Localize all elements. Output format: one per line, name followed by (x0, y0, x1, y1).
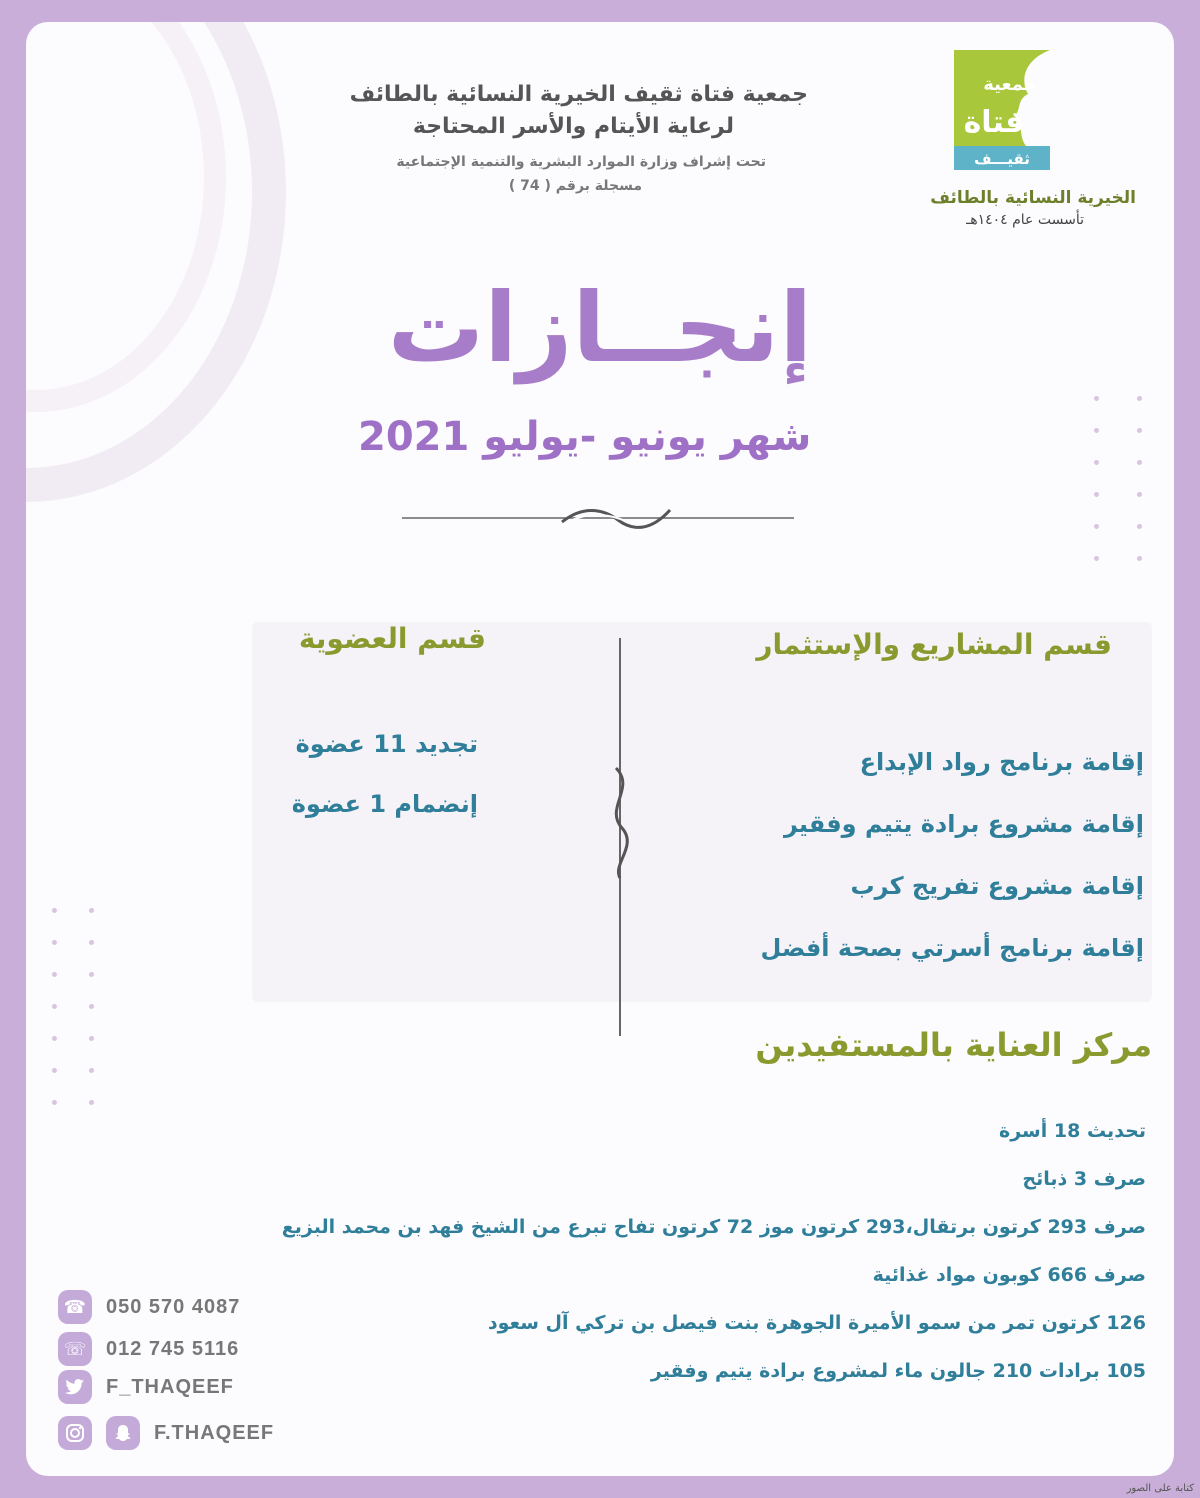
association-logo (954, 50, 1074, 170)
beneficiaries-item: تحديث 18 أسرة (999, 1120, 1146, 1142)
twitter-handle: F_THAQEEF (106, 1375, 234, 1398)
logo-word-fatat: فتاة (963, 105, 1025, 140)
projects-item: إقامة مشروع برادة يتيم وفقير (783, 810, 1144, 838)
landline-icon: ☏ (58, 1332, 92, 1366)
contact-phone[interactable] (58, 1332, 239, 1366)
logo-word-association: جمعية (983, 74, 1037, 95)
period-year: 2021 (358, 414, 470, 460)
vertical-divider (608, 638, 638, 1036)
watermark: كتابة على الصور (1126, 1483, 1194, 1494)
registration-text: مسجلة برقم ( 74 ) (508, 178, 642, 194)
dot-grid-left (52, 908, 94, 1105)
membership-section-title: قسم العضوية (298, 622, 486, 655)
beneficiaries-section-title: مركز العناية بالمستفيدين (755, 1026, 1152, 1064)
logo-established: تأسست عام ١٤٠٤هـ (966, 212, 1084, 228)
membership-item: تجديد 11 عضوة (295, 730, 478, 758)
org-subtitle: لرعاية الأيتام والأسر المحتاجة (412, 114, 734, 139)
page-title: إنجــازات (387, 272, 813, 384)
logo-word-thaqeef: ثقيـــف (974, 150, 1030, 168)
mobile-number: 050 570 4087 (106, 1295, 241, 1318)
beneficiaries-item: صرف 3 ذبائح (1022, 1168, 1146, 1190)
phone-icon: ☎ (58, 1290, 92, 1324)
logo-org-name: الخيرية النسائية بالطائف (930, 188, 1136, 208)
projects-item: إقامة برنامج رواد الإبداع (859, 748, 1144, 776)
membership-item: إنضمام 1 عضوة (291, 790, 478, 818)
contact-mobile[interactable] (58, 1290, 240, 1324)
instagram-icon (58, 1416, 92, 1450)
contact-instagram-snapchat[interactable] (58, 1416, 274, 1450)
beneficiaries-item: 105 برادات 210 جالون ماء لمشروع برادة يتيم وفقير (650, 1360, 1146, 1382)
beneficiaries-item: صرف 666 كوبون مواد غذائية (872, 1264, 1146, 1286)
org-name: جمعية فتاة ثقيف الخيرية النسائية بالطائف (349, 82, 808, 107)
contact-twitter[interactable] (58, 1370, 234, 1404)
beneficiaries-item: صرف 293 كرتون برتقال،293 كرتون موز 72 كرتون تفاح تبرع من الشيخ فهد بن محمد البزيع (281, 1216, 1146, 1238)
projects-item: إقامة مشروع تفريج كرب (850, 872, 1144, 900)
twitter-icon (58, 1370, 92, 1404)
snapchat-icon (106, 1416, 140, 1450)
ornament-divider (402, 498, 794, 538)
beneficiaries-item: 126 كرتون تمر من سمو الأميرة الجوهرة بنت فيصل بن تركي آل سعود (487, 1312, 1146, 1334)
period-line (344, 414, 811, 460)
projects-item: إقامة برنامج أسرتي بصحة أفضل (760, 934, 1144, 962)
projects-section-title: قسم المشاريع والإستثمار (756, 628, 1112, 661)
dot-grid-right (1094, 396, 1142, 561)
period-months: شهر يونيو -يوليو (483, 414, 812, 460)
phone-number: 012 745 5116 (106, 1337, 240, 1360)
flyer-card (26, 22, 1174, 1476)
instagram-snapchat-handle: F.THAQEEF (154, 1421, 275, 1444)
supervision-text: تحت إشراف وزارة الموارد البشرية والتنمية الإجتماعية (396, 154, 766, 170)
